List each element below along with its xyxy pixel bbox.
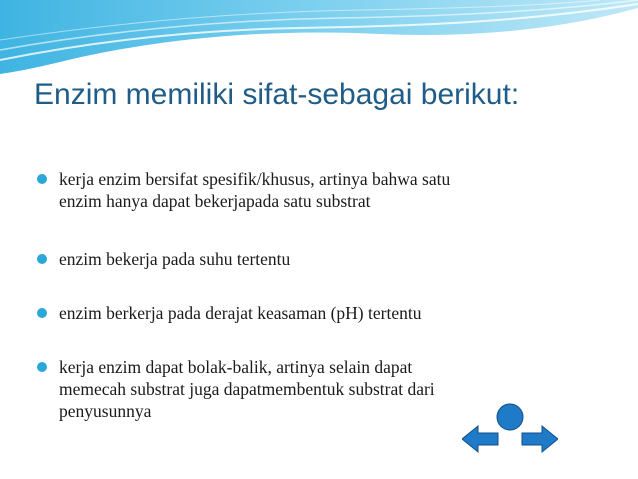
list-item-text: kerja enzim dapat bolak-balik, artinya selain dapat [59, 357, 413, 377]
bullet-dot-icon [37, 254, 47, 264]
list-item-text: memecah substrat juga dapatmembentuk substrat dari [59, 379, 435, 399]
list-item-text: penyusunnya [59, 401, 152, 421]
navigation-buttons [462, 402, 558, 456]
list-item-text: enzim bekerja pada suhu tertentu [59, 249, 291, 269]
bullet-dot-icon [37, 308, 47, 318]
bullet-dot-icon [37, 174, 47, 184]
arrow-right-icon[interactable] [522, 426, 558, 452]
list-item-text: kerja enzim bersifat spesifik/khusus, artinya bahwa satu [59, 169, 451, 189]
arrow-left-icon[interactable] [462, 426, 498, 452]
list-item [36, 168, 450, 212]
list-item-text: enzim berkerja pada derajat keasaman (pH) tertentu [59, 303, 422, 323]
list-item [36, 356, 435, 422]
bullet-dot-icon [37, 362, 47, 372]
slide-title: Enzim memiliki sifat-sebagai berikut: [34, 78, 520, 111]
header-wave-decoration [0, 0, 638, 80]
list-item [36, 302, 421, 324]
home-circle-icon[interactable] [497, 404, 523, 430]
list-item-text: enzim hanya dapat bekerjapada satu substrat [59, 191, 371, 211]
list-item [36, 248, 290, 270]
